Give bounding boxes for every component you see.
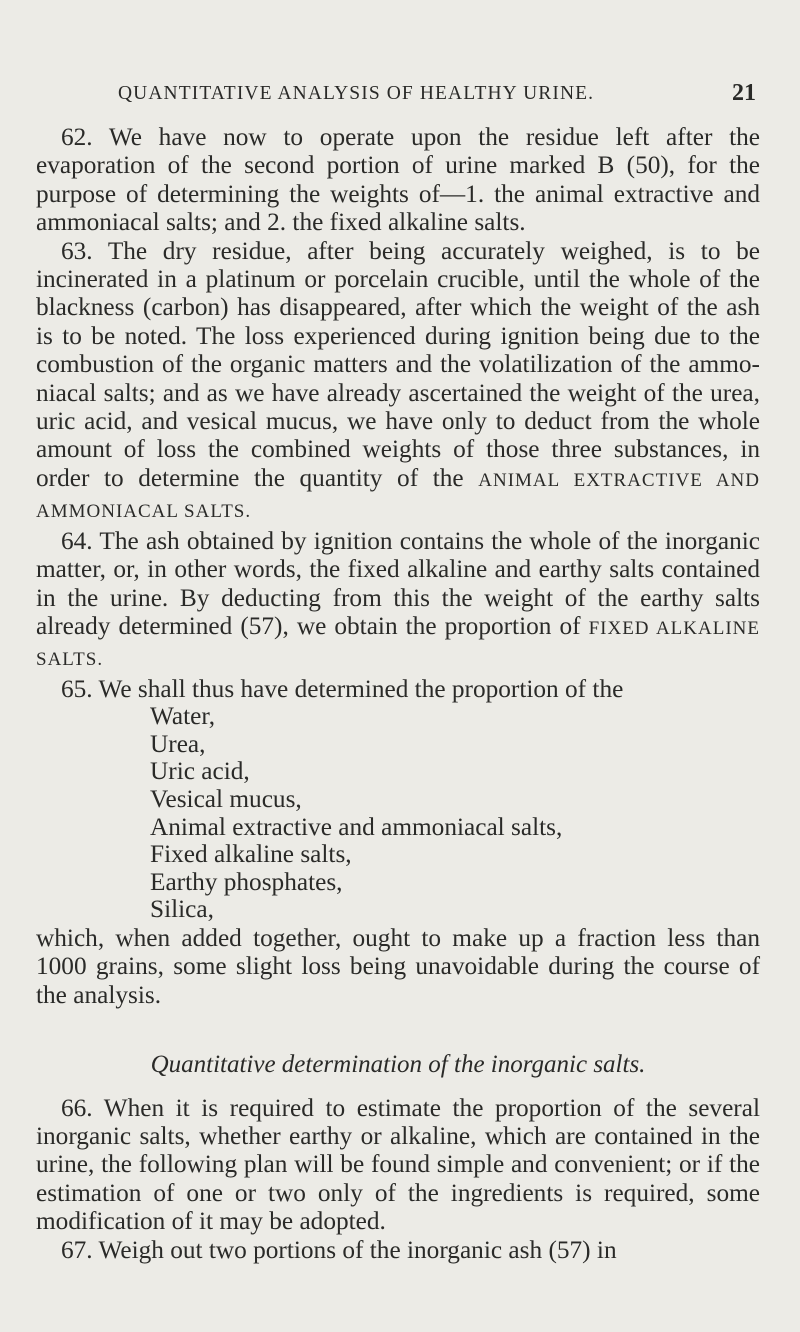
- paragraph-64-text: 64. The ash obtained by ignition contains the whole of the inorganic matter, or, in other words, the fixed alkaline and earthy salts contained in the urine. By deducting from this the weight of the earthy salts already determined (57), we obtain the proportion of: [36, 526, 760, 640]
- constituents-list: [36, 703, 760, 924]
- paragraph-67: 67. Weigh out two portions of the inorganic ash (57) in: [61, 1235, 617, 1264]
- paragraph-64-smallcaps: FIXED ALKALINE SALTS.: [36, 617, 760, 671]
- running-head: [118, 80, 756, 109]
- paragraph-65-continuation: which, when added together, ought to make up a fraction less than 1000 grains, some slight loss being unavoidable during the course of the analysis.: [36, 923, 760, 1009]
- list-item: Silica,: [150, 895, 214, 924]
- list-item: Water,: [150, 702, 216, 731]
- paragraph-63: [36, 237, 760, 527]
- list-item: Urea,: [150, 729, 206, 758]
- page-body: [36, 123, 760, 1264]
- section-heading: Quantitative determination of the inorganic salts.: [150, 1051, 646, 1079]
- paragraph-64: [36, 527, 760, 675]
- running-title: QUANTITATIVE ANALYSIS OF HEALTHY URINE.: [118, 83, 595, 104]
- page-number: 21: [732, 80, 756, 106]
- list-item: Animal extractive and ammoniacal salts,: [150, 812, 563, 841]
- paragraph-65: 65. We shall thus have determined the proportion of the: [61, 674, 624, 703]
- list-item: Vesical mucus,: [150, 784, 302, 813]
- paragraph-66: 66. When it is required to estimate the proportion of the several inorganic salts, whether earthy or alkaline, which are contained in the urine, the following plan will be found simple and convenient; or if the estimation of one or two only of the ingredients is required, some modification of it may be adopted.: [36, 1093, 760, 1236]
- list-item: Uric acid,: [150, 757, 250, 786]
- list-item: Earthy phosphates,: [150, 867, 343, 896]
- paragraph-62: 62. We have now to operate upon the residue left after the evaporation of the second portion of urine marked B (50), for the purpose of determining the weights of—1. the animal extractive and ammoniacal salts; and 2. the fixed alkaline salts.: [36, 123, 760, 237]
- paragraph-63-smallcaps: ANIMAL EXTRACTIVE AND AMMONIACAL SALTS.: [36, 469, 760, 523]
- paragraph-63-text: 63. The dry residue, after being accurately weighed, is to be incinerated in a platinum or porcelain crucible, until the whole of the blackness (carbon) has disappeared, after which the weight of the ash is to be noted. The loss experienced during ignition being due to the combustion of the organic matters and the volatilization of the ammo-niacal salts; and as we have already ascertained the weight of the urea, uric acid, and vesical mucus, we have only to deduct from the whole amount of loss the combined weights of those three substances, in order to determine the quantity of the: [36, 236, 760, 492]
- list-item: Fixed alkaline salts,: [150, 840, 352, 869]
